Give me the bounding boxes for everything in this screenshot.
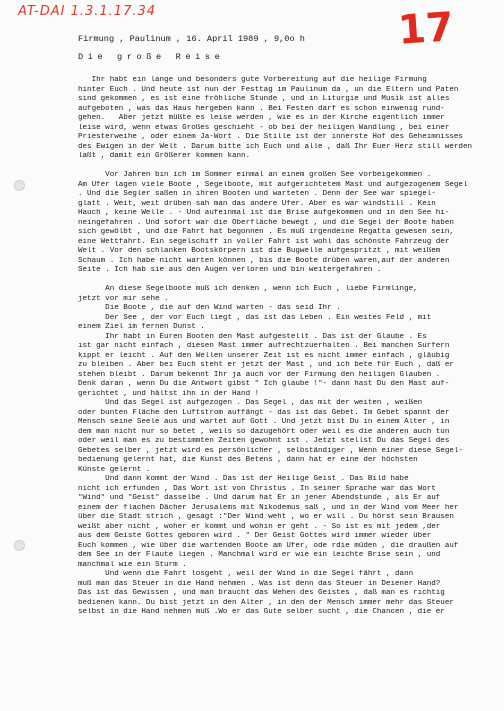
text-line: Ihr habt ein lange und besonders gute Vorbereitung auf die heilige Firmung <box>78 76 427 84</box>
text-line: Euch kommen , wie über die wartenden Boote am Ufer, ode rdie müden , die draußen auf <box>78 541 459 550</box>
text-line: gehen. Aber jetzt müßte es leise werden , wie es in der Kirche eigentlich immer <box>78 114 445 122</box>
text-line: manchmal wie ein Sturm . <box>78 560 187 569</box>
document-title: Die große Reise <box>78 52 225 62</box>
text-line: des Ewigen in der Welt . Darum bitte ich Euch und alle , daß Ihr Euer Herz still werden <box>78 142 473 151</box>
text-line: Priesterweihe , oder einem Ja-Wort . Die Stille ist der innerste Hof des Geheimnisses <box>78 133 463 141</box>
text-line: Und das Segel ist aufgezogen . Das Segel , das mit der weiten , weißen <box>78 399 423 407</box>
text-line: "Wind" und "Geist" dasselbe . Und darum hat Er in jener Abendstunde , als Er auf <box>78 494 441 502</box>
text-line: selbst in die Hand nehmen muß .Wo er das Gute selber sucht , die Chancen , die er <box>78 608 445 616</box>
text-line: jetzt vor mir sehe . <box>78 294 169 303</box>
text-line: dem man nicht nur so betet , weils so dazugehört oder weil es die anderen auch tun <box>78 427 450 436</box>
text-line: bedienung gelernt hat, die Kunst des Betens , dann hat er eine der höchsten <box>78 456 418 464</box>
punch-hole <box>14 540 25 551</box>
text-line: leise wird, wenn etwas Großes geschieht - ob bei der heiligen Wandlung , bei einer <box>78 123 450 132</box>
text-line: aufgeboten , was das Haus hergeben kann . Bei Festen darf es schon einwenig rund- <box>78 104 445 113</box>
text-line: Das ist das Gewissen , und man braucht das Wehen des Geistes , daß man es richtig <box>78 589 445 597</box>
text-line: Vor Jahren bin ich im Sommer einmal an einem großen See vorbeigekommen . <box>78 171 432 179</box>
text-line: Ihr habt in Euren Booten den Mast aufgestellt . Das ist der Glaube . Es <box>78 332 427 341</box>
text-line: gerichtet , und hältst ihn in der Hand ! <box>78 389 260 398</box>
text-line: nicht ich erfunden , Das Wort ist von Christus . In seiner Sprache war das Wort <box>78 484 436 493</box>
text-line: bedienen kann. Du bist jetzt in den Alter , in den der Mensch immer mehr das Steuer <box>78 598 454 607</box>
text-line: oder weil man es zu bestimmten Zeiten gewohnt ist . Jetzt stellst Du das Segel des <box>78 437 450 445</box>
text-line: An diese Segelboote muß ich denken , wenn ich Euch , liebe Firmlinge, <box>78 285 418 293</box>
text-line: Hauch , keine Welle . - Und aufeinmal ist die Brise aufgekommen und in den See hi- <box>78 209 450 217</box>
paragraph-break <box>78 162 494 172</box>
text-line: aus dem Geiste Gottes geboren wird . " Der Geist Gottes wird immer wieder über <box>78 532 432 540</box>
text-line: weißt aber nicht , woher er kommt und wohin er geht . - So ist es mit jedem ,der <box>78 522 441 531</box>
text-line: glatt . Weit, weit drüben sah man das andere Ufer. Aber es war windstill . Kein <box>78 199 436 208</box>
text-line: Gebetes selber , jetzt wird es persönlicher , selbständiger , Wenn einer diese Segel- <box>78 446 463 455</box>
text-line: Denk daran , wenn Du die Antwort gibst " Ich glaube !"- dann hast Du den Mast auf- <box>78 380 450 388</box>
text-line: Künste gelernt . <box>78 465 151 474</box>
text-line: kippt er leicht . Auf den Wellen unserer Zeit ist es nicht immer einfach , gläubig <box>78 351 450 360</box>
archive-reference: AT-DAI 1.3.1.17.34 <box>18 4 157 19</box>
text-line: Die Boote , die auf den Wind warten - das seid Ihr . <box>78 304 341 312</box>
text-line: muß man das Steuer in die Hand nehmen . Was ist denn das Steuer in Deiener Hand? <box>78 579 441 588</box>
punch-hole <box>14 180 25 191</box>
text-line: . Und die Segler saßen in ihren Booten und warteten . Denn der See war spiegel- <box>78 190 436 198</box>
text-line: Der See , der vor Euch liegt , das ist das Leben . Ein weites Feld , mit <box>78 313 432 322</box>
text-line: oder bunten Fläche den Luftstrom auffängt - das ist das Gebet. Im Gebet spannt der <box>78 408 450 417</box>
text-line: eine Wettfahrt. Ein segelschiff in voller Fahrt ist wohl das schönste Fahrzeug der <box>78 237 450 246</box>
text-line: Seite . Ich hab sie aus den Augen verloren und bin weitergefahren . <box>78 266 382 274</box>
text-line: stehen bleibt . Darum bekennt Ihr ja auch vor der Firmung den heiligen Glauben . <box>78 370 441 379</box>
header-line: Firmung , Paulinum , 16. April 1989 , 9,0o h <box>78 34 305 44</box>
text-line: sind gekommen , es ist eine fröhliche Stunde , und in Liturgie und Musik ist alles <box>78 95 450 103</box>
page-number: 17 <box>396 4 456 54</box>
text-line: Mensch seine Seele aus und wartet auf Gott . Und jetzt bist Du in einem Alter , in <box>78 418 450 426</box>
text-line: neingefahren . Und sofort war die Oberfläche bewegt , und die Segel der Boote haben <box>78 218 454 227</box>
text-line: über die Stadt strich , gesagt :"Der Wind weht , wo er will . Du hörst sein Brausen <box>78 513 454 521</box>
paragraph-break <box>78 276 494 286</box>
text-line: dem See in der Flaute liegen . Manchmal wird er wie ein leichte Brise sein , und <box>78 551 441 559</box>
text-line: Und wenn die Fahrt losgeht , weil der Wind in die Segel fährt , dann <box>78 570 414 578</box>
text-line: hinter Euch . Und heute ist nun der Festtag im Paulinum da , un die Eltern und Paten <box>78 85 459 94</box>
text-line: Schaum . Ich habe nicht warten können , bis die Boote drüben waren,auf der anderen <box>78 256 450 265</box>
text-line: einem der flachen Dächer Jerusalems mit Nikodemus saß , und in der Wind vom Meer her <box>78 503 459 512</box>
text-line: Welt . Vor den schlanken Bootskörpern ist die Bugwelle aufgespritzt , mit weißem <box>78 247 441 255</box>
text-line: sich gewölbt , und die Fahrt hat begonnen . Es muß irgendeine Regatta gewesen sein, <box>78 228 454 236</box>
text-line: ist gar nicht einfach , diesen Mast immer aufrechtzuerhalten . Bei manchen Surfern <box>78 342 450 350</box>
text-line: Am Ufer lagen viele Boote , Segelboote, mit aufgerichtetem Mast und aufgezogenem Segel <box>78 180 468 189</box>
document-body <box>78 76 494 618</box>
text-line: Und dann kommt der Wind . Das ist der Heilige Geist . Das Bild habe <box>78 475 409 483</box>
text-line: zu bleiben . Aber bei Euch steht er jetzt der Mast , und ich bete für Euch , daß er <box>78 361 454 369</box>
text-line: laßt , damit ein Größerer kommen kann. <box>78 152 251 160</box>
text-line: einem Ziel im fernen Dunst . <box>78 323 205 331</box>
